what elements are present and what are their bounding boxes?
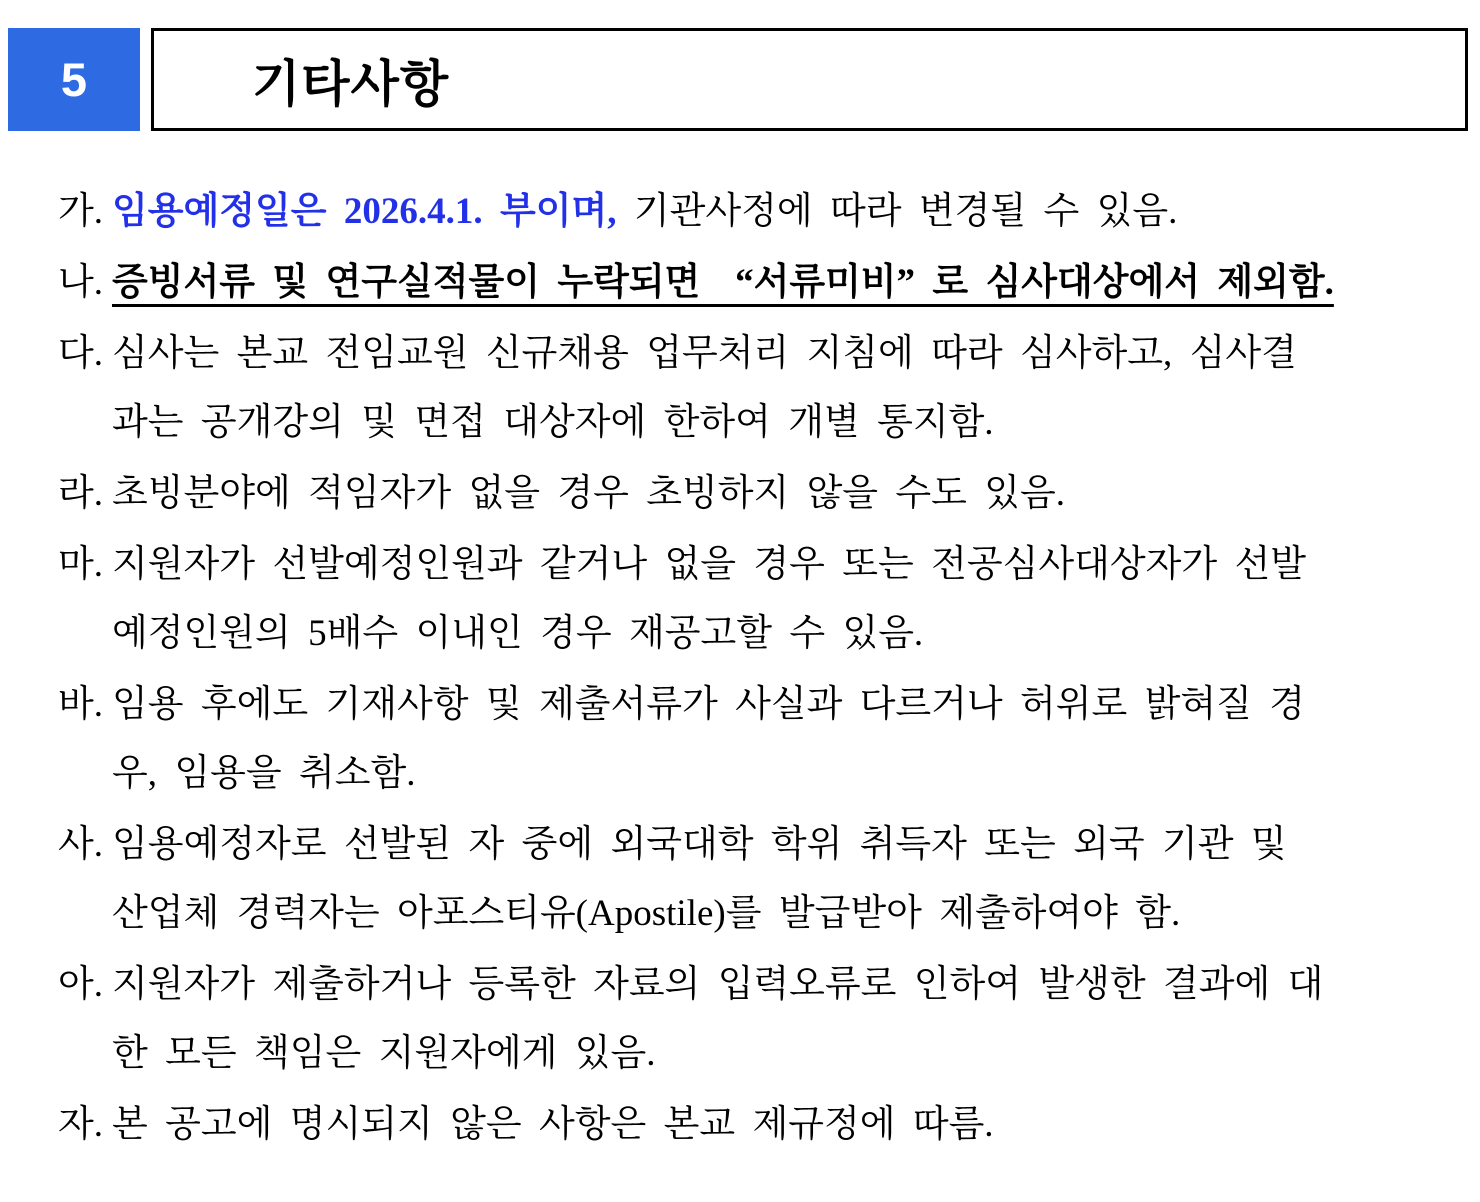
item-content (112, 1090, 1440, 1159)
item-text-line (112, 950, 1440, 1019)
item-text-line (112, 879, 1440, 948)
document-page (0, 28, 1480, 1202)
text-segment: 기관사정에 따라 변경될 수 있음. (616, 191, 1178, 232)
list-item (58, 177, 1440, 246)
text-segment: 초빙분야에 적임자가 없을 경우 초빙하지 않을 수도 있음. (112, 473, 1066, 514)
section-header (8, 28, 1468, 131)
item-label: 나. (58, 262, 103, 303)
item-content (112, 459, 1440, 528)
text-segment: 임용예정자로 선발된 자 중에 외국대학 학위 취득자 또는 외국 기관 및 (112, 824, 1287, 865)
item-text-line (112, 670, 1440, 739)
text-segment: 심사는 본교 전임교원 신규채용 업무처리 지침에 따라 심사하고, 심사결 (112, 333, 1297, 374)
item-text-line (112, 319, 1440, 388)
list-item (58, 530, 1440, 668)
text-segment: 한 모든 책임은 지원자에게 있음. (112, 1033, 656, 1074)
item-label: 마. (58, 544, 103, 585)
item-text-line (112, 248, 1440, 317)
item-content (112, 319, 1440, 457)
items-list (0, 177, 1480, 1159)
item-text-line (112, 810, 1440, 879)
item-text-line (112, 739, 1440, 808)
text-segment: 본 공고에 명시되지 않은 사항은 본교 제규정에 따름. (112, 1104, 994, 1145)
item-label: 바. (58, 684, 103, 725)
item-content (112, 177, 1440, 246)
list-item (58, 248, 1440, 317)
item-text-line (112, 599, 1440, 668)
text-segment: 임용 후에도 기재사항 및 제출서류가 사실과 다르거나 허위로 밝혀질 경 (112, 684, 1306, 725)
item-content (112, 248, 1440, 317)
item-text-line (112, 1019, 1440, 1088)
item-label: 라. (58, 473, 103, 514)
text-segment: 우, 임용을 취소함. (112, 753, 416, 794)
item-label: 다. (58, 333, 103, 374)
section-title: 기타사항 (151, 28, 1468, 131)
list-item (58, 810, 1440, 948)
item-content (112, 670, 1440, 808)
item-label: 자. (58, 1104, 103, 1145)
text-segment: 과는 공개강의 및 면접 대상자에 한하여 개별 통지함. (112, 402, 994, 443)
text-segment: 지원자가 선발예정인원과 같거나 없을 경우 또는 전공심사대상자가 선발 (112, 544, 1306, 585)
item-text-line (112, 459, 1440, 528)
item-text-line (112, 388, 1440, 457)
item-content (112, 810, 1440, 948)
item-label: 가. (58, 191, 103, 232)
text-segment: 증빙서류 및 연구실적물이 누락되면 “서류미비” 로 심사대상에서 제외함. (112, 262, 1334, 303)
text-segment: 산업체 경력자는 아포스티유(Apostile)를 발급받아 제출하여야 함. (112, 893, 1181, 934)
list-item (58, 319, 1440, 457)
item-text-line (112, 177, 1440, 246)
list-item (58, 1090, 1440, 1159)
item-content (112, 530, 1440, 668)
item-label: 사. (58, 824, 103, 865)
item-text-line (112, 1090, 1440, 1159)
list-item (58, 950, 1440, 1088)
text-segment: 지원자가 제출하거나 등록한 자료의 입력오류로 인하여 발생한 결과에 대 (112, 964, 1324, 1005)
item-text-line (112, 530, 1440, 599)
section-number-badge: 5 (8, 28, 140, 131)
item-content (112, 950, 1440, 1088)
text-segment: 예정인원의 5배수 이내인 경우 재공고할 수 있음. (112, 613, 924, 654)
list-item (58, 670, 1440, 808)
text-segment: 임용예정일은 2026.4.1. 부이며, (112, 191, 617, 232)
list-item (58, 459, 1440, 528)
item-label: 아. (58, 964, 103, 1005)
